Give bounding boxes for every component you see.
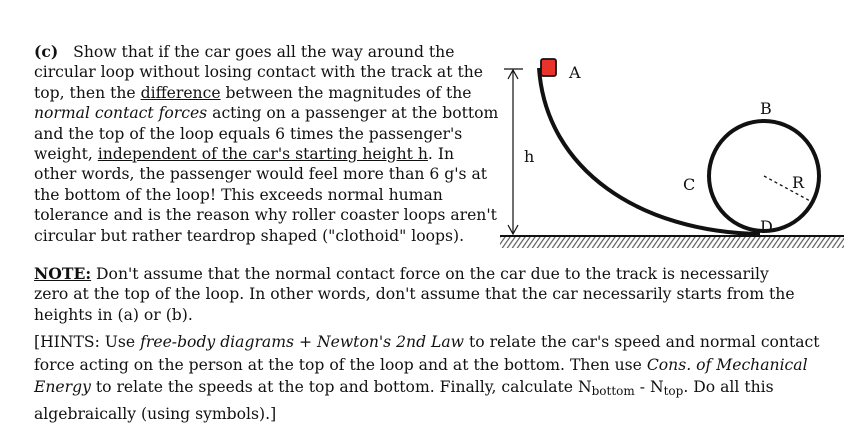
ramp-track bbox=[539, 68, 760, 234]
text-line: circular loop without losing contact with the track at the bbox=[34, 63, 483, 82]
text-line: heights in (a) or (b). bbox=[34, 305, 193, 324]
roller-coaster-car bbox=[541, 59, 556, 76]
text-line: force acting on the person at the top of the loop and at the bottom. Then use bbox=[34, 355, 647, 374]
text-line: . In bbox=[427, 145, 455, 164]
underlined-term: difference bbox=[140, 83, 221, 102]
text-line: and the top of the loop equals 6 times the passenger's bbox=[34, 124, 463, 143]
text-line: to relate the speeds at the top and bottom. Finally, calculate N bbox=[90, 378, 592, 396]
text-line: . Do all this bbox=[683, 378, 774, 396]
text-line: Don't assume that the normal contact force on the car due to the track is necessarily bbox=[91, 265, 769, 283]
label-c: C bbox=[683, 175, 696, 194]
text-line: between the magnitudes of the bbox=[220, 83, 472, 102]
italic-term: Cons. of Mechanical bbox=[646, 355, 808, 374]
label-a: A bbox=[569, 63, 581, 82]
height-dimension bbox=[504, 69, 523, 234]
note-label: NOTE: bbox=[34, 264, 92, 283]
italic-term: Energy bbox=[34, 378, 91, 396]
text-line: tolerance and is the reason why roller coaster loops aren't bbox=[34, 206, 497, 225]
subscript-bottom: bottom bbox=[591, 384, 635, 398]
radius-line bbox=[764, 176, 812, 202]
label-b: B bbox=[760, 99, 772, 118]
label-r: R bbox=[792, 173, 805, 192]
text-line: the bottom of the loop! This exceeds normal human bbox=[34, 185, 443, 204]
underlined-term: independent of the car's starting height h bbox=[97, 145, 428, 164]
text-line: weight, bbox=[34, 145, 98, 164]
label-d: D bbox=[760, 217, 773, 236]
text-line: top, then the bbox=[34, 83, 141, 102]
text-line: algebraically (using symbols).] bbox=[34, 404, 277, 423]
text-line: other words, the passenger would feel more than 6 g's at bbox=[34, 165, 488, 184]
text-line: circular but rather teardrop shaped ("clothoid" loops). bbox=[34, 226, 465, 245]
text-line: to relate the car's speed and normal contact bbox=[464, 333, 820, 351]
ground-hatch bbox=[500, 236, 844, 248]
part-c-label: (c) bbox=[34, 42, 59, 61]
text-line: [HINTS: Use bbox=[34, 333, 141, 351]
subscript-top: top bbox=[663, 384, 684, 398]
text-line: acting on a passenger at the bottom bbox=[207, 104, 499, 123]
text-line: - N bbox=[634, 378, 664, 396]
italic-term: free-body diagrams + Newton's 2nd Law bbox=[140, 333, 465, 351]
italic-term: normal contact forces bbox=[34, 104, 208, 123]
label-h: h bbox=[524, 147, 535, 166]
text-line: Show that if the car goes all the way around the bbox=[73, 43, 455, 61]
text-line: zero at the top of the loop. In other words, don't assume that the car necessarily starts from the bbox=[34, 285, 795, 304]
